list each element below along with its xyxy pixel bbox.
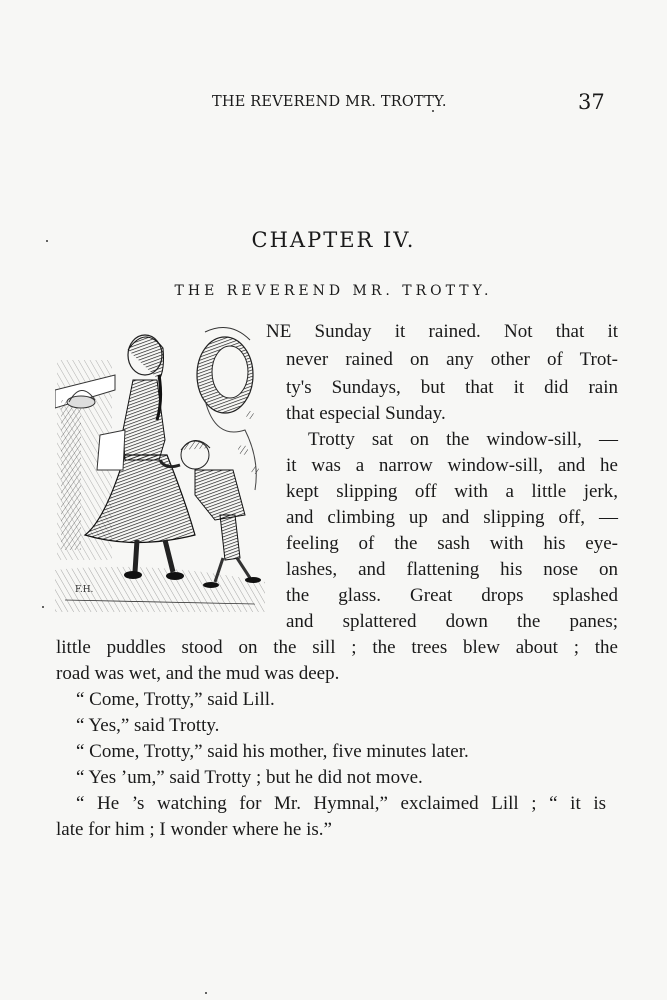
text-line: kept slipping off with a little jerk, <box>286 481 618 502</box>
text-line: feeling of the sash with his eye- <box>286 533 618 554</box>
text-line: “ Come, Trotty,” said Lill. <box>76 689 275 710</box>
text-line: it was a narrow window-sill, and he <box>286 455 618 476</box>
text-line: that especial Sunday. <box>286 403 446 424</box>
text-line: lashes, and flattening his nose on <box>286 559 618 580</box>
chapter-title: CHAPTER IV. <box>251 228 416 252</box>
text-line: Trotty sat on the window-sill, — <box>308 429 618 450</box>
engraving-girl-and-boy-icon <box>55 320 270 615</box>
text-line: and climbing up and slipping off, — <box>286 507 618 528</box>
text-line: little puddles stood on the sill ; the trees blew about ; the <box>56 637 618 658</box>
text-line: and splattered down the panes; <box>286 611 618 632</box>
text-line: never rained on any other of Trot- <box>286 349 618 370</box>
text-line: “ Yes ’um,” said Trotty ; but he did not move. <box>76 767 423 788</box>
speck <box>46 240 48 242</box>
page-number: 37 <box>578 90 605 114</box>
text-line: “ He ’s watching for Mr. Hymnal,” exclaimed Lill ; “ it is <box>76 793 606 814</box>
engraving-illustration <box>55 320 270 615</box>
text-line: NE Sunday it rained. Not that it <box>266 321 618 342</box>
text-line: the glass. Great drops splashed <box>286 585 618 606</box>
speck <box>42 606 44 608</box>
speck <box>205 992 207 994</box>
speck <box>432 110 434 112</box>
text-line: “ Yes,” said Trotty. <box>76 715 220 736</box>
running-title: THE REVEREND MR. TROTTY. <box>212 94 447 110</box>
text-line: “ Come, Trotty,” said his mother, five minutes later. <box>76 741 469 762</box>
chapter-subtitle: THE REVEREND MR. TROTTY. <box>174 283 493 299</box>
artist-signature: F.H. <box>75 585 94 595</box>
text-line: ty's Sundays, but that it did rain <box>286 377 618 398</box>
text-line: road was wet, and the mud was deep. <box>56 663 340 684</box>
text-line: late for him ; I wonder where he is.” <box>56 819 332 840</box>
